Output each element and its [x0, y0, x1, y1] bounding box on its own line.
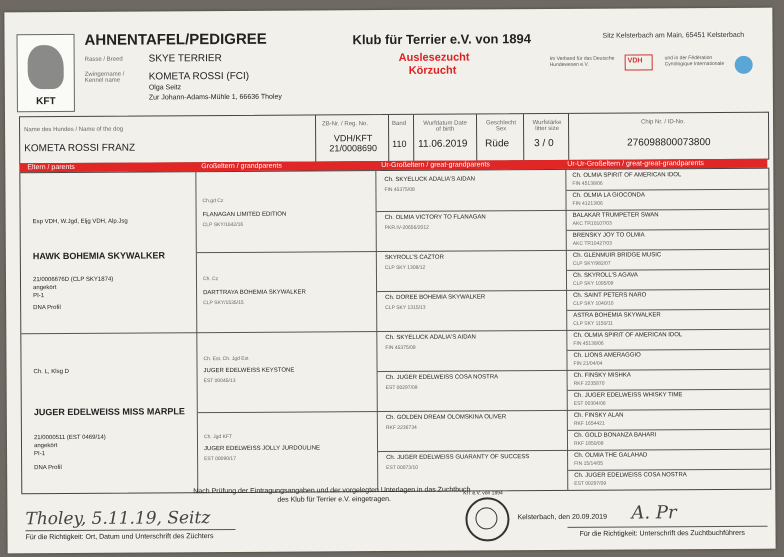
ggg-name: Ch. OLMIA LA GIOCONDA [572, 192, 645, 199]
ggg-reg: CLP SKY 1040/10 [573, 300, 614, 307]
ggg-reg: CLP SKY/982/07 [572, 260, 611, 267]
terrier-emblem-icon [28, 45, 64, 89]
great-grandparent-reg: PKR.IV-20656/2012 [384, 224, 429, 232]
dam-reg: 21/0000511 (EST 0469/14) [33, 434, 106, 442]
great-grandparent-name: Ch. SKYELUCK ADALIA'S AIDAN [384, 176, 475, 184]
grandparent-name: FLANAGAN LIMITED EDITION [202, 211, 287, 219]
breeder-name: Olga Seitz [148, 84, 182, 92]
chip-label: Chip Nr. / ID-No. [641, 119, 686, 126]
ggg-name: Ch. FINSKY MISHKA [573, 372, 631, 379]
ggg-name: Ch. OLMIA SPIRIT OF AMERICAN IDOL [572, 172, 682, 179]
great-grandparent-name: Ch. JUGER EDELWEISS COSA NOSTRA [385, 374, 499, 382]
chip-cell [568, 113, 769, 160]
club-logo [16, 34, 74, 112]
dob-cell [413, 114, 476, 160]
ggg-reg: RKF 1850/08 [573, 440, 604, 447]
vdh-note: Im Verband für das Deutsche Hundewesen e.V. [549, 55, 615, 69]
logo-text: KFT [36, 96, 56, 108]
col-great-great-grandparents: Ur-Ur-Großeltern / great-great-grandparents [567, 160, 704, 168]
grandparent-titles: Ch. Jgd KFT [203, 433, 233, 441]
reg-cell [315, 115, 388, 161]
ggg-name: BALAKAR TRUMPETER SWAN [572, 212, 659, 219]
ggg-reg: FIN 15/14/05 [574, 460, 604, 467]
dob-label: Wurfdatum Date of birth [423, 120, 467, 133]
kennel-label: Zwingername / Kennel name [84, 71, 125, 84]
sire-pl: PI-1 [33, 293, 45, 300]
registration-note-2: des Klub für Terrier e.V. eingetragen. [277, 495, 391, 504]
great-grandparent-reg: EST 00297/09 [385, 384, 418, 392]
ggg-name: Ch. FINSKY ALAN [573, 412, 624, 419]
document-title: AHNENTAFEL/PEDIGREE [84, 30, 267, 49]
dam-dna: DNA Profil [34, 465, 62, 472]
pedigree-document [4, 8, 775, 554]
breed-value: SKYE TERRIER [148, 53, 222, 65]
dog-info-row [19, 112, 769, 165]
band-label: Band [392, 120, 407, 127]
grandparent-titles: Ch.gd Cz [202, 198, 224, 205]
ggg-reg: CLP SKY 1095/09 [573, 280, 614, 287]
ggg-reg: EST 00304/06 [573, 400, 606, 407]
grandparent-reg: CLP SKY/1642/16 [202, 221, 244, 229]
reg-value: VDH/KFT 21/0008690 [329, 133, 378, 154]
club-name: Klub für Terrier e.V. von 1894 [352, 31, 532, 48]
selection-koerzucht: Körzucht [408, 64, 457, 77]
ggg-name: Ch. SKYROLL'S AGAVA [572, 272, 638, 279]
breed-label: Rasse / Breed [84, 56, 123, 63]
great-grandparent-name: Ch. JUGER EDELWEISS GUARANTY OF SUCCESS [386, 454, 530, 462]
col-parents: Eltern / parents [27, 163, 75, 172]
ggg-reg: AKC TR10107/03 [572, 220, 612, 227]
breeder-caption: Für die Richtigkeit: Ort, Datum und Unterschrift des Züchters [25, 533, 214, 542]
ggg-name: Ch. LIONS AMERAGGIO [573, 352, 641, 359]
fci-note: und in der Fédération Cynologique Internationale [664, 55, 725, 68]
great-grandparent-reg: RKF 2236734 [385, 424, 417, 432]
litter-value: 3 / 0 [534, 137, 554, 150]
dog-name: KOMETA ROSSI FRANZ [24, 142, 136, 155]
kennel-value: KOMETA ROSSI (FCI) [148, 70, 250, 83]
ggg-name: Ch. JUGER EDELWEISS COSA NOSTRA [574, 472, 687, 479]
great-grandparent-reg: CLP SKY 1315/13 [385, 304, 426, 312]
sire-reg: 21/0006676D (CLP SKY1874) [32, 276, 114, 284]
ggg-reg: AKC TR10427/03 [572, 240, 612, 247]
great-grandparent-name: SKYROLL'S CAZTOR [384, 254, 444, 262]
litter-label: Wurfstärke litter size [532, 119, 562, 133]
grandparent-name: DARTTRAYA BOHEMIA SKYWALKER [203, 289, 306, 297]
breeder-signature: Tholey, 5.11.19, Seitz [25, 508, 211, 530]
registration-note: Nach Prüfung der Eintragungsangaben und der vorgelegten Unterlagen in das Zuchtbuch [193, 486, 471, 496]
registrar-signature: A. Pr [631, 502, 677, 524]
dam-pl: PI-1 [34, 451, 46, 458]
registrar-caption: Für die Richtigkeit: Unterschrift des Zuchtbuchführers [579, 529, 745, 538]
ggg-name: Ch. OLMIA THE GALAHAD [574, 452, 648, 459]
sire-name: HAWK BOHEMIA SKYWALKER [32, 250, 166, 262]
ggg-name: ASTRA BOHEMIA SKYWALKER [573, 312, 661, 319]
great-grandparent-name: Ch. SKYELUCK ADALIA'S AIDAN [385, 334, 476, 342]
chip-value: 276098800073800 [627, 137, 711, 149]
selection-auslese: Auslesezucht [398, 51, 470, 64]
ggg-reg: CLP SKY 1150/11 [573, 320, 613, 327]
pedigree-grid [19, 168, 771, 495]
great-grandparent-reg: CLP SKY 1308/12 [384, 264, 426, 272]
great-grandparent-reg: FIN 45375/08 [385, 344, 416, 352]
ggg-reg: RKF 2235870 [573, 380, 605, 387]
ggg-reg: FIN 45138/06 [572, 180, 603, 187]
ggg-reg: RKF 1654421 [573, 420, 605, 427]
col-grandparents: Großeltern / grandparents [201, 162, 282, 171]
great-grandparent-reg: FIN 45375/08 [384, 186, 415, 194]
club-stamp: KfT e.V. von 1894 [465, 497, 509, 541]
ggg-reg: FIN 45138/06 [573, 340, 604, 347]
dob-value: 11.06.2019 [418, 138, 468, 150]
great-grandparent-reg: EST 00073/10 [386, 464, 419, 472]
grandparent-name: JUGER EDELWEISS JOLLY JURDOULINE [204, 445, 321, 453]
dam-name: JUGER EDELWEISS MISS MARPLE [33, 406, 185, 418]
ggg-name: Ch. SAINT PETERS NARO [573, 292, 647, 299]
dam-info: angekört [33, 443, 58, 450]
ggg-name: Ch. JUGER EDELWEISS WHISKY TIME [573, 392, 683, 399]
ggg-name: BRENSKY JOY TO OLMIA [572, 232, 645, 239]
dog-name-label: Name des Hundes / Name of the dog [24, 126, 124, 134]
club-address: Sitz Kelsterbach am Main, 65451 Kelsterbach [602, 31, 745, 40]
ggg-name: Ch. OLMIA SPIRIT OF AMERICAN IDOL [573, 332, 683, 339]
ggg-name: Ch. GOLD BONANZA BAHARI [573, 432, 657, 439]
place-date: Kelsterbach, den 20.09.2019 [517, 513, 607, 522]
band-value: 110 [392, 138, 407, 149]
dam-titles: Ch. L, Klsg D [33, 368, 69, 376]
grandparent-titles: Ch. Est, Ch. Jgd Est [203, 355, 249, 363]
ggg-reg: EST 00297/09 [574, 480, 607, 487]
reg-label: ZB-Nr. / Reg. No. [322, 121, 369, 128]
col-great-grandparents: Ur-Großeltern / great-grandparents [381, 161, 490, 170]
great-grandparent-name: Ch. GOLDEN DREAM OLOMSKINA OLIVER [385, 414, 507, 422]
sex-label: Geschlecht Sex [486, 120, 517, 133]
sex-cell [476, 114, 523, 160]
vdh-logo: VDH [625, 54, 653, 70]
sex-value: Rüde [485, 138, 510, 150]
grandparent-titles: Ch. Cz [202, 276, 219, 283]
sire-info: angekört [33, 285, 57, 292]
ggg-name: Ch. GLENMUIR BRIDGE MUSIC [572, 252, 662, 259]
sire-titles: Esp VDH, W.Jgd, Eljg VDH, Alp.Jsg [32, 218, 128, 226]
grandparent-reg: EST 00090/17 [204, 455, 236, 463]
ggg-reg: FIN 41213/06 [572, 200, 603, 207]
great-grandparent-name: Ch. DOREE BOHEMIA SKYWALKER [385, 294, 486, 302]
litter-cell [523, 114, 568, 160]
grandparent-name: JUGER EDELWEISS KEYSTONE [203, 367, 295, 375]
sire-dna: DNA Profil [33, 305, 61, 312]
grandparent-reg: CLP SKY/1535/15 [203, 299, 244, 307]
ggg-reg: FIN 21/04/04 [573, 360, 603, 367]
breeder-address: Zur Johann-Adams-Mühle 1, 66636 Tholey [148, 93, 282, 102]
great-grandparent-name: Ch. OLMIA VICTORY TO FLANAGAN [384, 214, 486, 222]
fci-globe-icon [735, 56, 753, 74]
grandparent-reg: EST 00045/13 [203, 377, 236, 385]
band-cell [388, 115, 413, 161]
